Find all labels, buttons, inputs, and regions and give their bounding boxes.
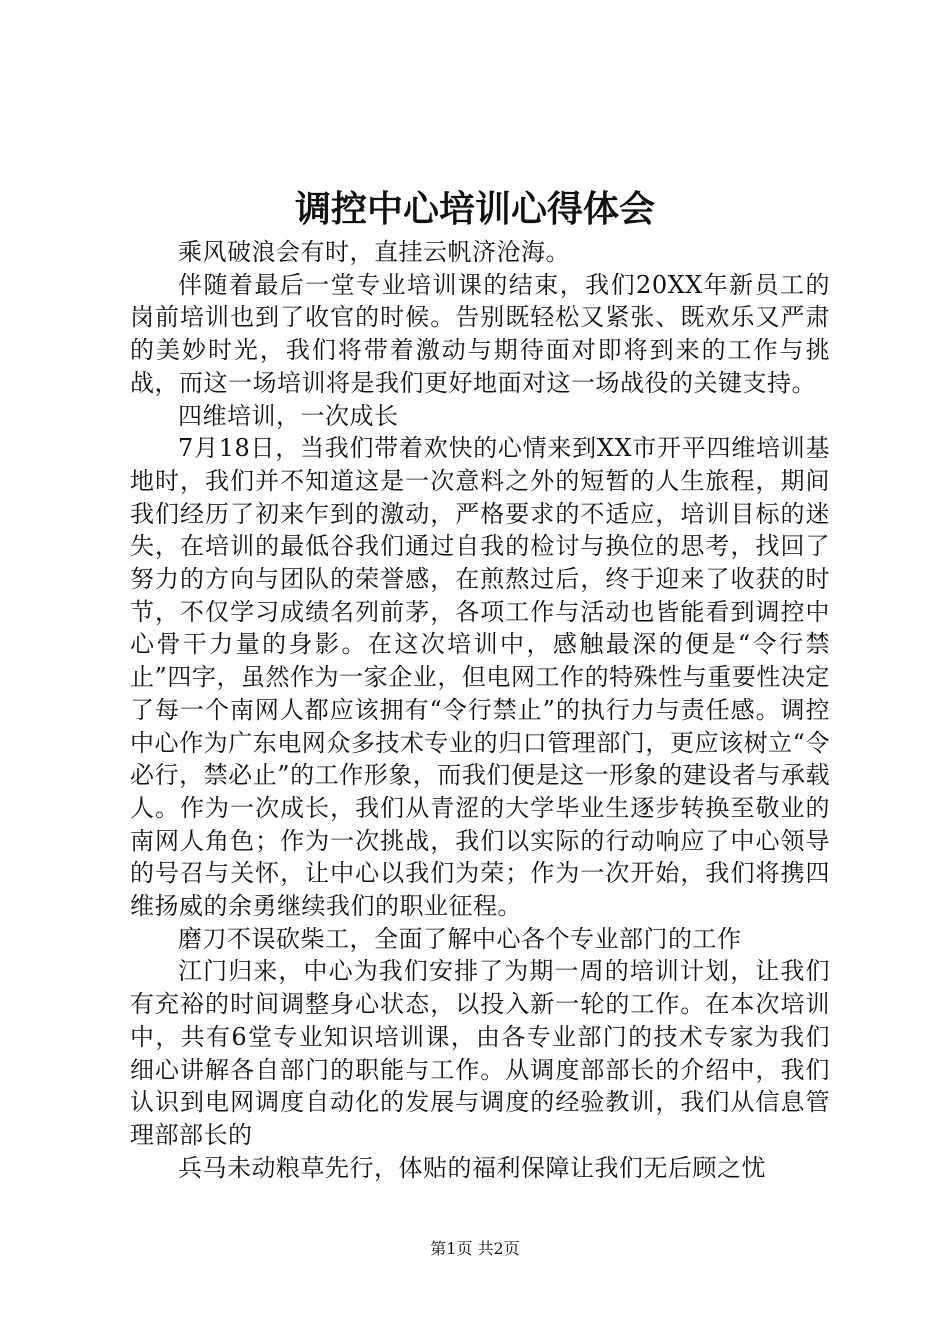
- paragraph-intro: 伴随着最后一堂专业培训课的结束，我们20XX年新员工的岗前培训也到了收官的时候。告别既轻松又紧张、既欢乐又严肃的美妙时光，我们将带着激动与期待面对即将到来的工作与挑战，而这一场培训将是我们更好地面对这一场战役的关键支持。: [130, 270, 830, 397]
- section-heading-training: 四维培训，一次成长: [178, 401, 399, 430]
- paragraph-training-experience: 7月18日，当我们带着欢快的心情来到XX市开平四维培训基地时，我们并不知道这是一次意料之外的短暂的人生旅程，期间我们经历了初来乍到的激动，严格要求的不适应，培训目标的迷失，在培训的最低谷我们通过自我的检讨与换位的思考，找回了努力的方向与团队的荣誉感，在煎熬过后，终于迎来了收获的时节，不仅学习成绩名列前茅，各项工作与活动也皆能看到调控中心骨干力量的身影。在这次培训中，感触最深的便是“令行禁止”四字，虽然作为一家企业，但电网工作的特殊性与重要性决定了每一个南网人都应该拥有“令行禁止”的执行力与责任感。调控中心作为广东电网众多技术专业的归口管理部门，更应该树立“令必行，禁必止”的工作形象，而我们便是这一形象的建设者与承载人。作为一次成长，我们从青涩的大学毕业生逐步转换至敬业的南网人角色；作为一次挑战，我们以实际的行动响应了中心领导的号召与关怀，让中心以我们为荣；作为一次开始，我们将携四维扬威的余勇继续我们的职业征程。: [130, 434, 830, 921]
- paragraph-departments: 江门归来，中心为我们安排了为期一周的培训计划，让我们有充裕的时间调整身心状态，以投入新一轮的工作。在本次培训中，共有6堂专业知识培训课，由各专业部门的技术专家为我们细心讲解各自部门的职能与工作。从调度部部长的介绍中，我们认识到电网调度自动化的发展与调度的经验教训，我们从信息管理部部长的: [130, 957, 830, 1149]
- document-body: [130, 236, 830, 1184]
- section-heading-welfare: 兵马未动粮草先行，体贴的福利保障让我们无后顾之忧: [178, 1153, 766, 1182]
- section-heading-departments: 磨刀不误砍柴工，全面了解中心各个专业部门的工作: [178, 924, 742, 953]
- document-title: 调控中心培训心得体会: [294, 188, 655, 230]
- paragraph-opening-line: 乘风破浪会有时，直挂云帆济沧海。: [178, 238, 570, 266]
- page-number-footer: 第1页 共2页: [430, 1239, 520, 1258]
